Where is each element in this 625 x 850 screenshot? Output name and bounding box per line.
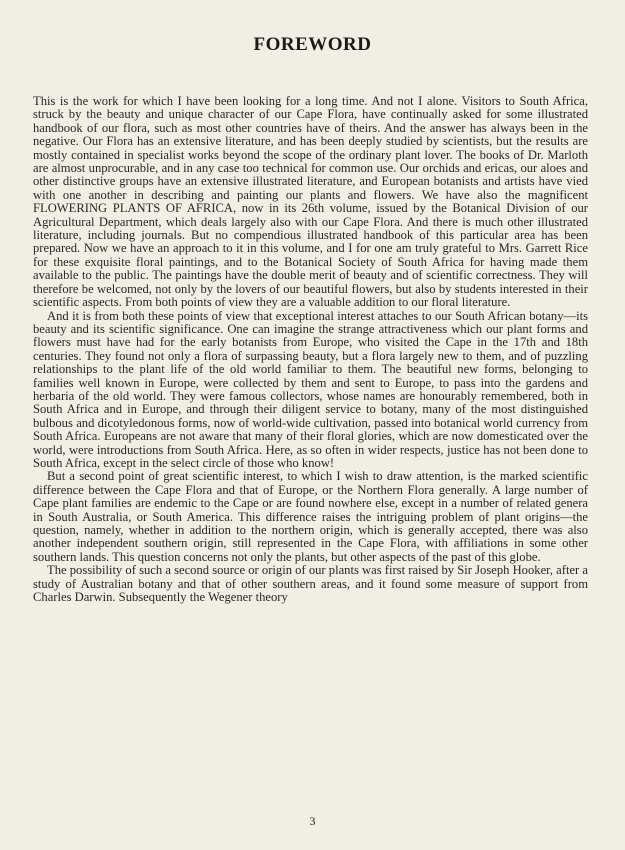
paragraph-4: The possibility of such a second source or origin of our plants was first raised by Sir Joseph Hooker, after a study of Australian botany and that of other southern areas, and it found some measure of support from Charles Darwin. Subsequently the Wegener theory [33,563,588,605]
paragraph-2: And it is from both these points of view that exceptional interest attaches to our South African botany—its beauty and its scientific significance. One can imagine the strange attractiveness which our plant forms and flowers must have had for the early botanists from Europe, who visited the Cape in the 17th and 18th centuries. They found not only a flora of surpassing beauty, but a flora largely new to them, and of puzzling relationships to the plant life of the old world familiar to them. The beautiful new forms, belonging to families well known in Europe, were collected by them and sent to Europe, to pass into the gardens and herbaria of the old world. They were famous collectors, whose names are honourably remembered, both in South Africa and in Europe, and through their diligent service to botany, many of the most distinguished bulbous and dicotyledonous forms, now of world-wide cultivation, passed into botanical world currency from South Africa. Europeans are not aware that many of their floral glories, which are now domesticated over the world, were introductions from South Africa. Here, as so often in wider respects, justice has not been done to South Africa, except in the select circle of those who know! [33,308,588,470]
page-title: FOREWORD [253,34,372,55]
paragraph-1: This is the work for which I have been looking for a long time. And not I alone. Visitors to South Africa, struck by the beauty and unique character of our Cape Flora, have continually asked for some illustrated handbook of our flora, such as most other countries have of theirs. And the answer has always been in the negative. Our Flora has an extensive literature, and has been deeply studied by scientists, but the results are mostly contained in specialist works beyond the scope of the ordinary plant lover. The books of Dr. Marloth are almost unprocurable, and in any case too technical for common use. Our orchids and ericas, our aloes and other distinctive groups have an extensive illustrated literature, and European botanists and artists have vied with one another in describing and painting our plants and flowers. We have also the magnificent FLOWERING PLANTS OF AFRICA, now in its 26th volume, issued by the Botanical Division of our Agricultural Department, which deals largely also with our Cape Flora. And there is much other illustrated literature, including journals. But no compendious illustrated handbook of this particular area has been prepared. Now we have an approach to it in this volume, and I for one am truly grateful to Mrs. Garrett Rice for these exquisite floral paintings, and to the Botanical Society of South Africa for having made them available to the public. The paintings have the double merit of beauty and of scientific correctness. They will therefore be welcomed, not only by the lovers of our beautiful flowers, but also by students interested in their scientific aspects. From both points of view they are a valuable addition to our floral literature. [33,94,588,310]
page-number: 3 [309,814,316,828]
paragraph-3: But a second point of great scientific interest, to which I wish to draw attention, is the marked scientific difference between the Cape Flora and that of Europe, or the Northern Flora generally. A large number of Cape plant families are endemic to the Cape or are found nowhere else, except in a number of related genera in South Australia, or South America. This difference raises the intriguing problem of plant origins—the question, namely, whether in addition to the northern origin, which is generally accepted, there was also another independent southern origin, still represented in the Cape Flora, with affiliations in some other southern lands. This question concerns not only the plants, but other aspects of the past of this globe. [33,469,588,564]
foreword-body [33,95,588,604]
